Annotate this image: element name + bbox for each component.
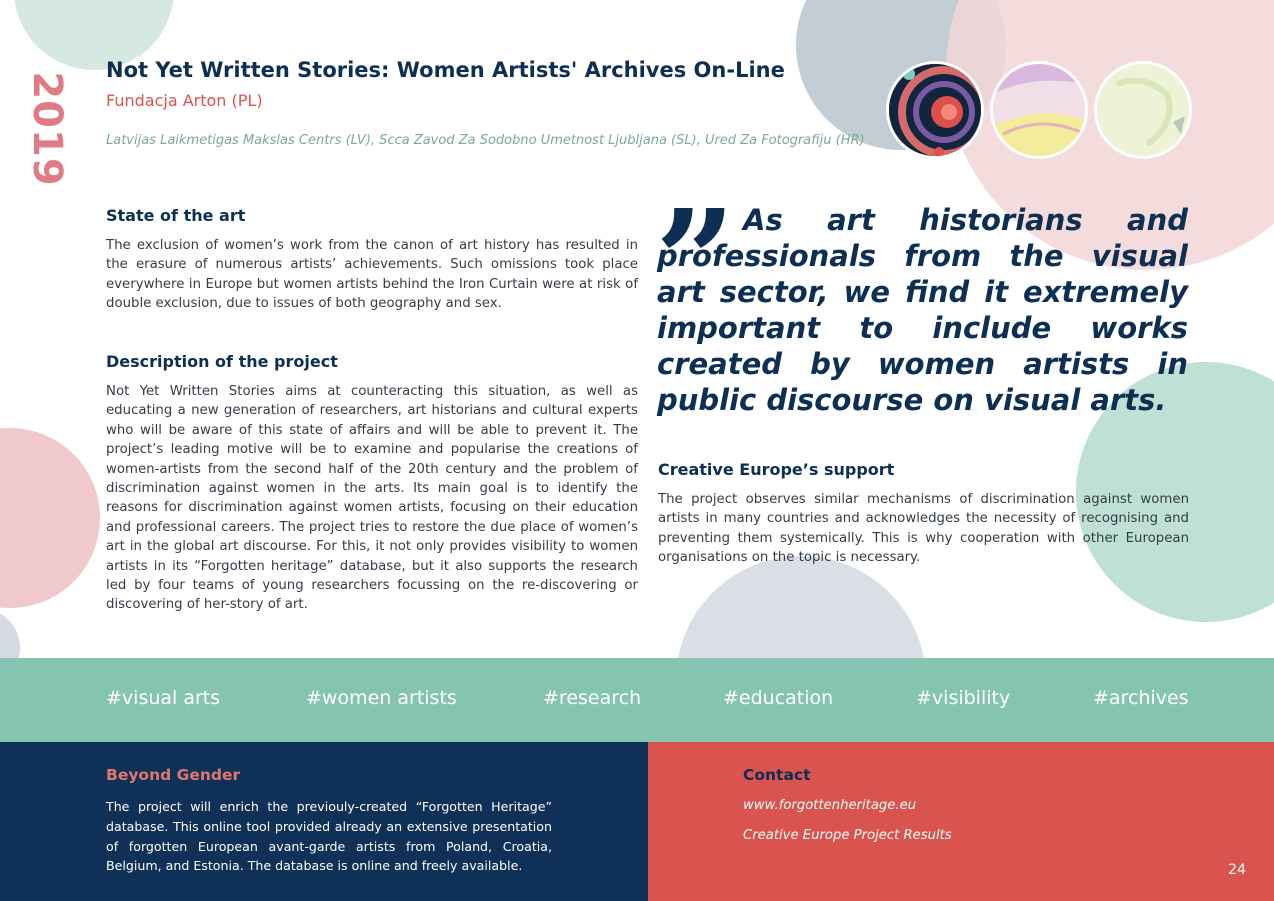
artwork-thumbnail-3	[1094, 61, 1192, 159]
tag-education: #education	[723, 687, 834, 709]
project-results-link[interactable]: Creative Europe Project Results	[743, 828, 952, 843]
state-of-art-heading: State of the art	[106, 206, 246, 225]
page-title: Not Yet Written Stories: Women Artists' Archives On-Line	[106, 58, 785, 82]
tag-archives: #archives	[1093, 687, 1189, 709]
tag-visual-arts: #visual arts	[106, 687, 221, 709]
support-text: The project observes similar mechanisms of discrimination against women artists in many countries and acknowledges the necessity of recognising and preventing them systemically. This is why cooperation with other European organisations on the topic is necessary.	[658, 492, 1189, 566]
tag-women-artists: #women artists	[306, 687, 457, 709]
support-heading: Creative Europe’s support	[658, 460, 895, 479]
artwork-thumbnail-2	[990, 61, 1088, 159]
page-number: 24	[1228, 862, 1246, 878]
description-text: Not Yet Written Stories aims at counteracting this situation, as well as educating a new generation of researchers, art historians and cultural experts who will be aware of this state of affairs and will be able to prevent it. The project’s leading motive will be to examine and popularise the creations of women-artists from the second half of the 20th century and the problem of discrimination against women in the arts. Its main goal is to identify the reasons for discrimination against women artists, focusing on their education and professional careers. The project tries to restore the due place of women’s art in the global art discourse. For this, it not only provides visibility to women artists in its “Forgotten heritage” database, but it also supports the research led by four teams of young researchers focussing on the re-discovering or discovering of her-story of art.	[106, 384, 638, 613]
beyond-gender-text: The project will enrich the previouly-created “Forgotten Heritage” database. This online tool provided already an extensive presentation of forgotten European avant-garde artists from Poland, Croatia, Belgium, and Estonia. The database is online and freely available.	[106, 799, 552, 874]
contact-heading: Contact	[743, 766, 811, 784]
description-heading: Description of the project	[106, 352, 338, 371]
tag-visibility: #visibility	[916, 687, 1011, 709]
tags-bar	[0, 658, 1274, 742]
quote-mark-icon: ”	[655, 180, 736, 344]
pull-quote: As art historians and professionals from the visual art sector, we find it extremely important to include works created by women artists in public discourse on visual arts.	[657, 203, 1188, 417]
beyond-gender-panel	[0, 742, 648, 901]
lead-organisation: Fundacja Arton (PL)	[106, 91, 263, 110]
beyond-gender-heading: Beyond Gender	[106, 766, 241, 784]
state-of-art-text: The exclusion of women’s work from the canon of art history has resulted in the erasure of numerous artists’ achievements. Such omissions took place everywhere in Europe but women artists behind the Iron Curtain were at risk of double exclusion, due to issues of both geography and sex.	[106, 238, 638, 312]
tag-research: #research	[543, 687, 642, 709]
year-label: 2019	[24, 71, 70, 187]
partner-organisations: Latvijas Laikmetigas Makslas Centrs (LV), Scca Zavod Za Sodobno Umetnost Ljubljana (SL), Ured Za Fotografiju (HR)	[106, 133, 865, 148]
website-link[interactable]: www.forgottenheritage.eu	[743, 798, 917, 813]
artwork-thumbnail-1	[886, 61, 984, 159]
decorative-circle-pink-left	[0, 428, 100, 608]
contact-panel	[648, 742, 1274, 901]
